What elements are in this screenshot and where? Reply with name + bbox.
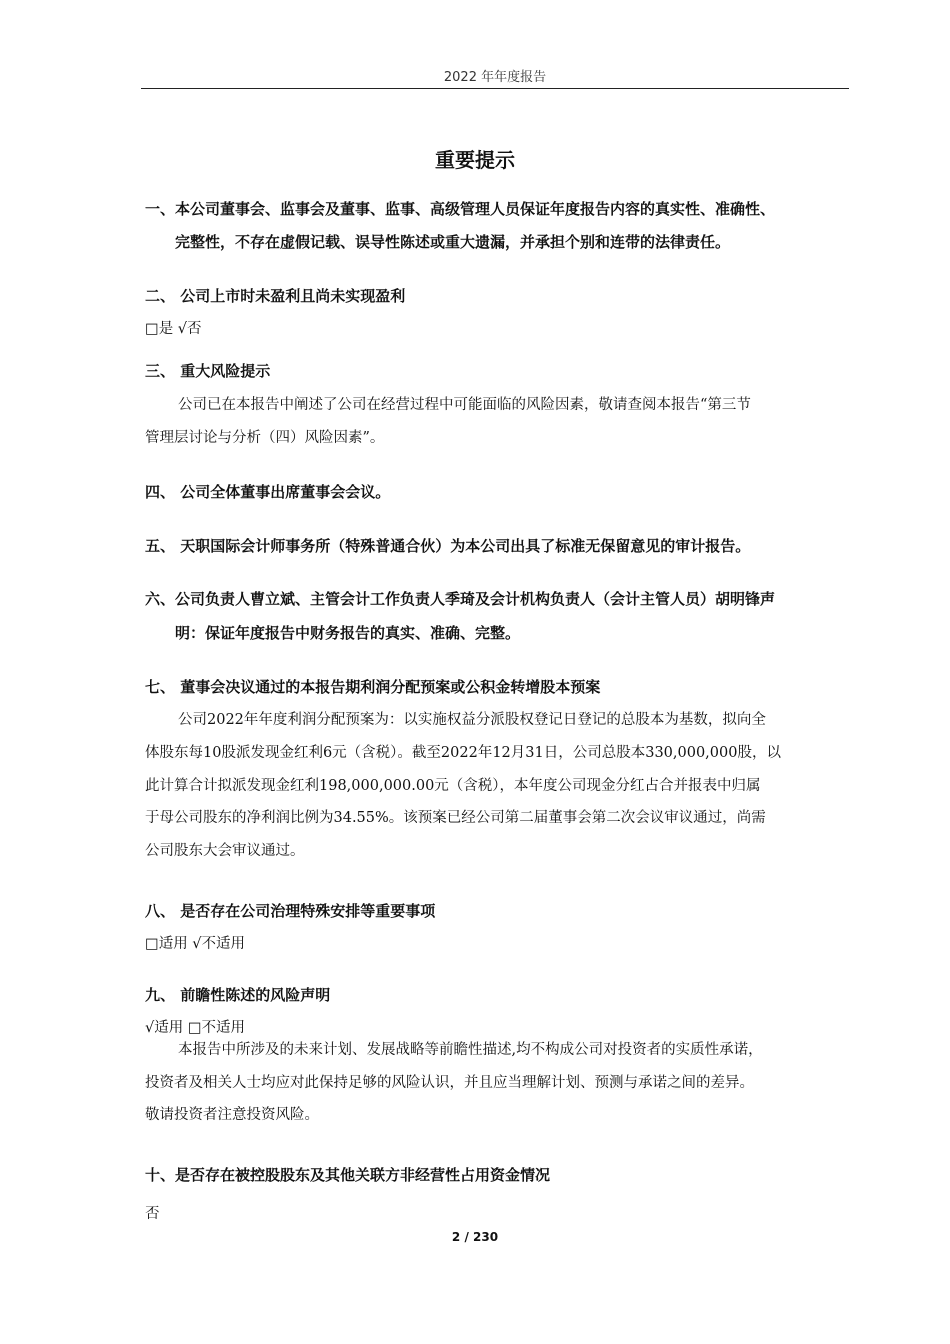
section-3-heading: 三、 重大风险提示: [145, 362, 271, 380]
section-7-heading: 七、 董事会决议通过的本报告期利润分配预案或公积金转增股本预案: [145, 678, 601, 696]
section-7-line5: 公司股东大会审议通过。: [145, 843, 305, 859]
section-2-options: □是 √否: [145, 321, 202, 337]
section-1-line2: 完整性，不存在虚假记载、误导性陈述或重大遗漏，并承担个别和连带的法律责任。: [175, 233, 731, 251]
section-10-answer: 否: [145, 1206, 160, 1222]
section-5-heading: 五、 天职国际会计师事务所（特殊普通合伙）为本公司出具了标准无保留意见的审计报告。: [145, 537, 751, 555]
section-9-line1: 本报告中所涉及的未来计划、发展战略等前瞻性描述,均不构成公司对投资者的实质性承诺，: [178, 1042, 763, 1058]
header-divider: [141, 88, 849, 89]
report-header: 2022 年年度报告: [443, 70, 547, 85]
section-3-line1: 公司已在本报告中阐述了公司在经营过程中可能面临的风险因素，敬请查阅本报告“第三节: [178, 397, 751, 413]
section-6-line1: 六、公司负责人曹立斌、主管会计工作负责人季琦及会计机构负责人（会计主管人员）胡明锋声: [145, 590, 776, 608]
page-title: 重要提示: [435, 148, 515, 172]
section-7-line1: 公司2022年年度利润分配预案为：以实施权益分派股权登记日登记的总股本为基数，拟向全: [178, 712, 766, 728]
section-7-line3: 此计算合计拟派发现金红利198,000,000.00元（含税），本年度公司现金分红占合并报表中归属: [145, 778, 761, 794]
section-1-line1: 一、本公司董事会、监事会及董事、监事、高级管理人员保证年度报告内容的真实性、准确性、: [145, 200, 776, 218]
section-3-line2: 管理层讨论与分析（四）风险因素”。: [145, 430, 385, 446]
section-10-heading: 十、是否存在被控股股东及其他关联方非经营性占用资金情况: [145, 1166, 551, 1184]
section-7-line2: 体股东每10股派发现金红利6元（含税）。截至2022年12月31日，公司总股本330,000,000股，以: [145, 745, 781, 761]
section-4-heading: 四、 公司全体董事出席董事会会议。: [145, 483, 391, 501]
section-8-options: □适用 √不适用: [145, 936, 246, 952]
page-number: 2 / 230: [451, 1230, 499, 1244]
section-7-line4: 于母公司股东的净利润比例为34.55%。该预案已经公司第二届董事会第二次会议审议通过，尚需: [145, 810, 766, 826]
section-9-options: √适用 □不适用: [145, 1020, 246, 1036]
section-9-line2: 投资者及相关人士均应对此保持足够的风险认识，并且应当理解计划、预测与承诺之间的差异。: [145, 1075, 754, 1091]
section-6-line2: 明：保证年度报告中财务报告的真实、准确、完整。: [175, 624, 521, 642]
section-2-heading: 二、 公司上市时未盈利且尚未实现盈利: [145, 287, 406, 305]
section-9-line3: 敬请投资者注意投资风险。: [145, 1107, 319, 1123]
section-8-heading: 八、 是否存在公司治理特殊安排等重要事项: [145, 902, 436, 920]
section-9-heading: 九、 前瞻性陈述的风险声明: [145, 986, 331, 1004]
